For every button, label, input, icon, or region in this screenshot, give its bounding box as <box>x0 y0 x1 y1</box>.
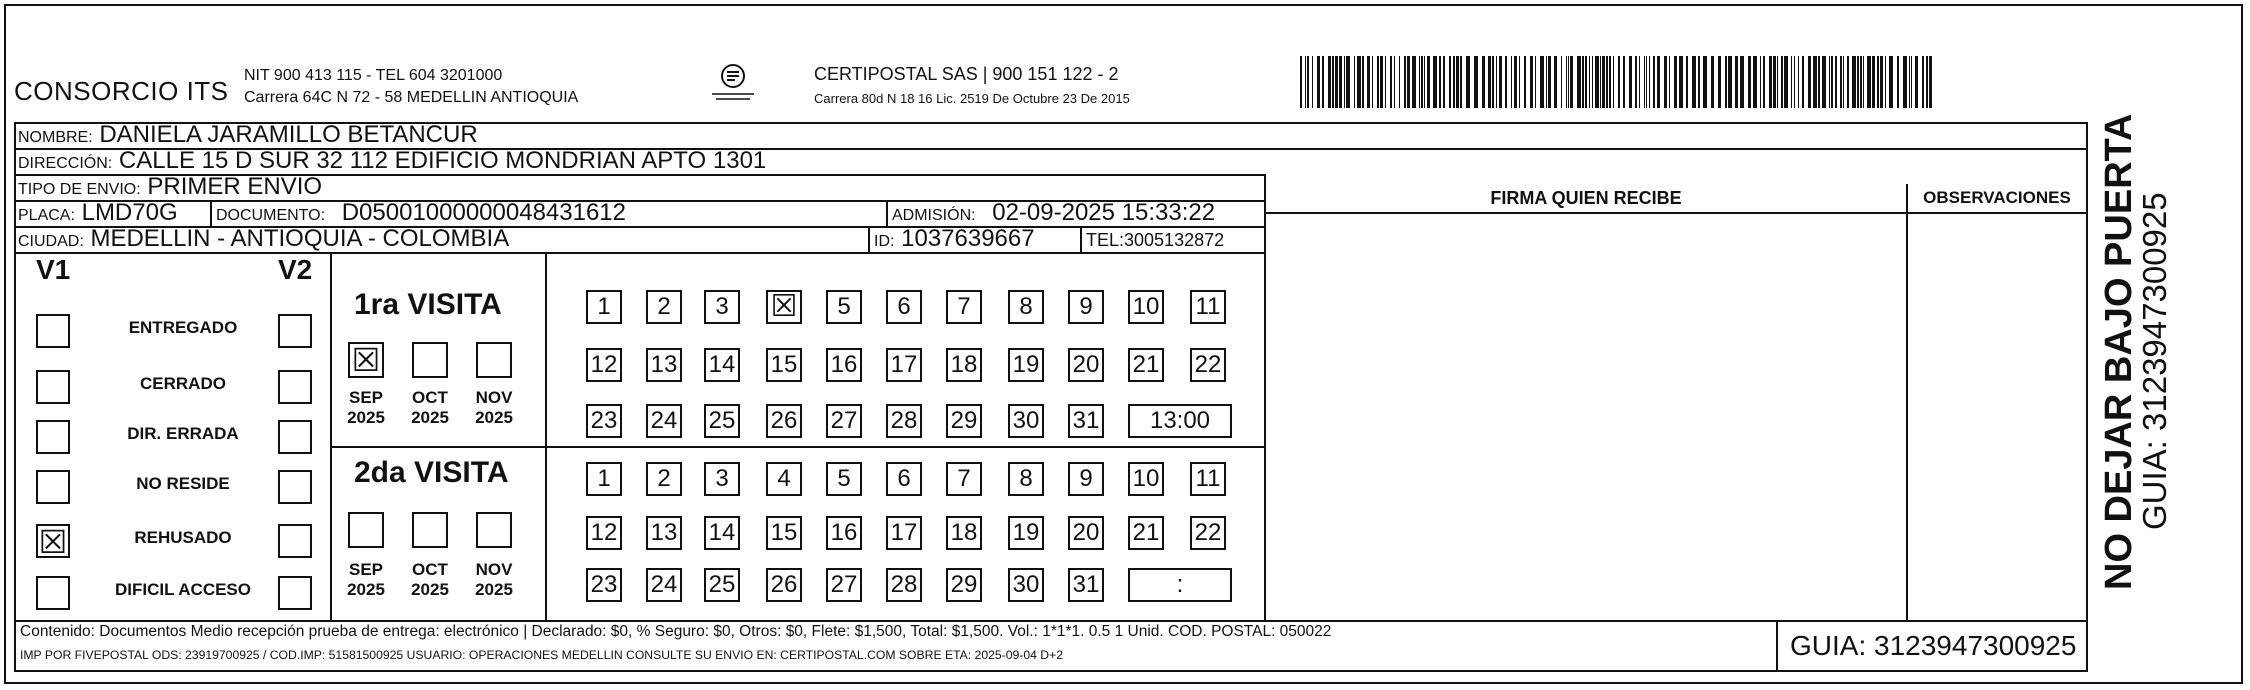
barcode-bar <box>1763 56 1765 108</box>
barcode-bar <box>1903 56 1907 108</box>
ciudad-value: MEDELLIN - ANTIOQUIA - COLOMBIA <box>90 226 510 252</box>
barcode-bar <box>1390 56 1392 108</box>
month-divider <box>545 252 547 622</box>
barcode-bar <box>1657 56 1660 108</box>
barcode-bar <box>1609 56 1611 108</box>
barcode-bar <box>1460 56 1462 108</box>
barcode-bar <box>1535 56 1536 108</box>
nombre-value: DANIELA JARAMILLO BETANCUR <box>99 122 478 148</box>
barcode-bar <box>1354 56 1355 108</box>
visit1-day-box[interactable]: ☒ <box>766 290 802 324</box>
v2-checkbox[interactable] <box>278 370 312 404</box>
documento-value: D05001000000048431612 <box>341 200 627 226</box>
barcode-bar <box>1511 56 1512 108</box>
barcode-bar <box>1686 56 1688 108</box>
barcode-bar <box>1857 56 1859 108</box>
barcode-bar <box>1582 56 1584 108</box>
footer-divider <box>1776 620 1778 672</box>
tipo-row <box>14 174 1266 200</box>
grid-left-rule <box>14 252 16 622</box>
tel-cell <box>1080 228 1224 252</box>
barcode-bar <box>1889 56 1893 108</box>
barcode-bar <box>1380 56 1383 108</box>
visit1-day-box[interactable]: 2 <box>646 290 682 324</box>
visit2-day-box[interactable]: 4 <box>766 462 802 496</box>
grid-top-rule <box>14 252 1266 254</box>
visit2-day-box[interactable]: 16 <box>826 516 862 550</box>
check-mark-icon: ☒ <box>38 523 68 561</box>
status-label: DIFICIL ACCESO <box>114 580 251 599</box>
barcode-bar <box>1466 56 1470 108</box>
documento-cell <box>210 202 626 226</box>
barcode-bar <box>1570 56 1573 108</box>
visit1-day-box[interactable]: 26 <box>766 404 802 438</box>
visit1-day-box[interactable]: 29 <box>946 404 982 438</box>
barcode-bar <box>1492 56 1494 108</box>
visit2-year-label: 2025 <box>411 580 449 599</box>
visit1-month-label: SEP <box>348 388 384 407</box>
tipo-label: TIPO DE ENVIO: <box>18 181 141 198</box>
v2-label: V2 <box>278 254 313 285</box>
barcode-bar <box>1561 56 1562 108</box>
check-mark-icon: ☒ <box>351 341 381 379</box>
v2-checkbox[interactable] <box>278 470 312 504</box>
nombre-label: NOMBRE: <box>18 129 93 146</box>
barcode-bar <box>1646 56 1647 108</box>
barcode-bar <box>1802 56 1804 108</box>
visit2-day-box[interactable]: 21 <box>1128 516 1164 550</box>
visit2-day-box[interactable]: 31 <box>1068 568 1104 602</box>
barcode-bar <box>1421 56 1423 108</box>
visit1-day-box[interactable]: 23 <box>586 404 622 438</box>
company-name: CONSORCIO ITS <box>14 76 229 106</box>
barcode-bar <box>1863 56 1864 108</box>
status-label: DIR. ERRADA <box>127 424 239 443</box>
visit1-day-box[interactable]: 5 <box>826 290 862 324</box>
visit2-day-box[interactable]: 10 <box>1128 462 1164 496</box>
footer-guia: GUIA: 3123947300925 <box>1790 630 2077 661</box>
certipostal-logo-icon <box>708 62 758 104</box>
visit2-day-box[interactable]: 25 <box>704 568 740 602</box>
barcode-bar <box>1530 56 1533 108</box>
barcode-bar <box>1613 56 1614 108</box>
barcode-bar <box>1577 56 1581 108</box>
v1-checkbox[interactable] <box>36 370 70 404</box>
id-value: 1037639667 <box>901 226 1035 252</box>
barcode-bar <box>1740 56 1744 108</box>
barcode-icon <box>1300 56 1932 108</box>
barcode-bar <box>1335 56 1338 108</box>
barcode-bar <box>1357 56 1361 108</box>
visit2-year-label: 2025 <box>475 580 513 599</box>
barcode-bar <box>1703 56 1707 108</box>
barcode-bar <box>1808 56 1811 108</box>
visit2-month-checkbox[interactable] <box>412 512 448 548</box>
barcode-bar <box>1644 56 1645 108</box>
barcode-bar <box>1439 56 1441 108</box>
barcode-bar <box>1449 56 1451 108</box>
barcode-bar <box>1728 56 1732 108</box>
visit1-day-box[interactable]: 14 <box>704 348 740 382</box>
visit1-day-box[interactable]: 11 <box>1190 290 1226 324</box>
barcode-bar <box>1748 56 1751 108</box>
barcode-bar <box>1548 56 1551 108</box>
barcode-bar <box>1880 56 1883 108</box>
visit2-day-box[interactable]: 19 <box>1008 516 1044 550</box>
tipo-value: PRIMER ENVIO <box>147 174 323 200</box>
visit1-day-box[interactable]: 30 <box>1008 404 1044 438</box>
barcode-bar <box>1679 56 1683 108</box>
visit2-month-checkbox[interactable] <box>476 512 512 548</box>
barcode-bar <box>1300 56 1302 108</box>
visit1-month-checkbox[interactable] <box>476 342 512 378</box>
license-line: Carrera 80d N 18 16 Lic. 2519 De Octubre 23 De 2015 <box>814 91 1130 106</box>
barcode-bar <box>1813 56 1817 108</box>
ciudad-row <box>14 226 1266 252</box>
visit2-title: 2da VISITA <box>354 456 509 489</box>
barcode-bar <box>1419 56 1420 108</box>
visit1-day-box[interactable]: 13 <box>646 348 682 382</box>
visit1-day-box[interactable]: 21 <box>1128 348 1164 382</box>
barcode-bar <box>1346 56 1350 108</box>
barcode-bar <box>1843 56 1844 108</box>
barcode-bar <box>1362 56 1364 108</box>
barcode-bar <box>1307 56 1309 108</box>
visit1-day-box[interactable]: 24 <box>646 404 682 438</box>
visit1-day-box[interactable]: 22 <box>1190 348 1226 382</box>
barcode-bar <box>1496 56 1497 108</box>
visit1-year-label: 2025 <box>475 408 513 427</box>
visit2-day-box[interactable]: 26 <box>766 568 802 602</box>
visit2-day-box[interactable]: 11 <box>1190 462 1226 496</box>
v2-checkbox[interactable] <box>278 314 312 348</box>
barcode-bar <box>1433 56 1437 108</box>
v1-checkbox[interactable] <box>36 470 70 504</box>
barcode-bar <box>1600 56 1601 108</box>
barcode-bar <box>1595 56 1599 108</box>
v1-checkbox[interactable] <box>36 420 70 454</box>
v1-checkbox[interactable] <box>36 523 70 561</box>
barcode-bar <box>1488 56 1491 108</box>
barcode-bar <box>1781 56 1783 108</box>
visit2-day-box[interactable]: 2 <box>646 462 682 496</box>
v1-checkbox[interactable] <box>36 576 70 610</box>
visit1-day-box[interactable]: 8 <box>1008 290 1044 324</box>
tel-label: TEL: <box>1086 230 1125 250</box>
visit2-day-box[interactable]: 13 <box>646 516 682 550</box>
visit2-day-box[interactable]: 17 <box>886 516 922 550</box>
certipostal-line: CERTIPOSTAL SAS | 900 151 122 - 2 <box>814 64 1119 84</box>
barcode-bar <box>1328 56 1331 108</box>
visit2-day-box[interactable]: 27 <box>826 568 862 602</box>
barcode-bar <box>1332 56 1334 108</box>
visit1-day-box[interactable]: 9 <box>1068 290 1104 324</box>
visit1-month-label: OCT <box>412 388 448 407</box>
barcode-bar <box>1692 56 1696 108</box>
barcode-bar <box>1829 56 1830 108</box>
barcode-bar <box>1911 56 1912 108</box>
visit1-day-box[interactable]: 3 <box>704 290 740 324</box>
barcode-bar <box>1407 56 1410 108</box>
visit2-time-box[interactable]: : <box>1128 568 1232 602</box>
visit1-day-box[interactable]: 6 <box>886 290 922 324</box>
barcode-bar <box>1877 56 1879 108</box>
visit2-day-box[interactable]: 30 <box>1008 568 1044 602</box>
barcode-bar <box>1897 56 1899 108</box>
barcode-bar <box>1505 56 1507 108</box>
barcode-bar <box>1602 56 1605 108</box>
signature-divider-right <box>1906 184 1908 622</box>
barcode-bar <box>1674 56 1677 108</box>
barcode-bar <box>1424 56 1425 108</box>
barcode-bar <box>1412 56 1416 108</box>
status-label: ENTREGADO <box>128 318 238 337</box>
direccion-label: DIRECCIÓN: <box>18 155 113 172</box>
visit2-day-box[interactable]: 24 <box>646 568 682 602</box>
visit2-day-box[interactable]: 15 <box>766 516 802 550</box>
placa-label: PLACA: <box>18 207 75 224</box>
barcode-bar <box>1554 56 1557 108</box>
visit2-day-box[interactable]: 6 <box>886 462 922 496</box>
barcode-bar <box>1322 56 1324 108</box>
barcode-bar <box>1606 56 1608 108</box>
visit2-day-box[interactable]: 29 <box>946 568 982 602</box>
barcode-bar <box>1885 56 1886 108</box>
visit1-month-checkbox[interactable] <box>348 342 384 378</box>
barcode-bar <box>1711 56 1714 108</box>
visit2-day-box[interactable]: 3 <box>704 462 740 496</box>
barcode-bar <box>1773 56 1776 108</box>
visit2-month-label: NOV <box>475 560 513 579</box>
visit1-day-box[interactable]: 12 <box>586 348 622 382</box>
visit2-day-box[interactable]: 14 <box>704 516 740 550</box>
visit1-day-box[interactable]: 1 <box>586 290 622 324</box>
direccion-value: CALLE 15 D SUR 32 112 EDIFICIO MONDRIAN APTO 1301 <box>118 148 767 174</box>
signature-divider-edge <box>2086 148 2088 622</box>
side-guia: GUIA: 3123947300925 <box>2136 192 2173 530</box>
barcode-bar <box>1926 56 1928 108</box>
visit1-day-box[interactable]: 18 <box>946 348 982 382</box>
barcode-bar <box>1456 56 1459 108</box>
barcode-bar <box>1566 56 1567 108</box>
barcode-bar <box>1860 56 1862 108</box>
visit1-day-box[interactable]: 25 <box>704 404 740 438</box>
barcode-bar <box>1629 56 1632 108</box>
barcode-bar <box>1399 56 1400 108</box>
barcode-bar <box>1831 56 1833 108</box>
signature-header-rule <box>1264 212 2088 214</box>
barcode-bar <box>1592 56 1593 108</box>
barcode-bar <box>1585 56 1587 108</box>
barcode-bar <box>1852 56 1856 108</box>
barcode-bar <box>1519 56 1520 108</box>
imp-line: IMP POR FIVEPOSTAL ODS: 23919700925 / COD.IMP: 51581500925 USUARIO: OPERACIONES MEDELLIN CONSULTE SU ENVIO EN: CERTIPOSTAL.COM SOBRE ETA: 2025-09-04 D+2 <box>20 648 1063 662</box>
visit2-day-box[interactable]: 1 <box>586 462 622 496</box>
visit2-month-label: OCT <box>412 560 448 579</box>
barcode-bar <box>1385 56 1386 108</box>
visit1-year-label: 2025 <box>347 408 385 427</box>
visit1-day-box[interactable]: 19 <box>1008 348 1044 382</box>
barcode-bar <box>1305 56 1306 108</box>
status-label: CERRADO <box>140 374 226 393</box>
barcode-bar <box>1794 56 1795 108</box>
visit1-day-box[interactable]: 15 <box>766 348 802 382</box>
barcode-bar <box>1929 56 1932 108</box>
v2-checkbox[interactable] <box>278 420 312 454</box>
nit-line: NIT 900 413 115 - TEL 604 3201000 <box>244 67 503 84</box>
barcode-bar <box>1344 56 1345 108</box>
barcode-bar <box>1377 56 1379 108</box>
visit2-day-box[interactable]: 20 <box>1068 516 1104 550</box>
barcode-bar <box>1922 56 1924 108</box>
admision-cell <box>886 202 1215 226</box>
barcode-bar <box>1649 56 1650 108</box>
documento-label: DOCUMENTO: <box>216 207 326 224</box>
visit1-year-label: 2025 <box>411 408 449 427</box>
barcode-bar <box>1653 56 1655 108</box>
visit2-day-box[interactable]: 23 <box>586 568 622 602</box>
direccion-row <box>14 148 2088 174</box>
barcode-bar <box>1735 56 1738 108</box>
barcode-bar <box>1818 56 1820 108</box>
observaciones-label: OBSERVACIONES <box>1923 188 2071 207</box>
visit2-day-box[interactable]: 9 <box>1068 462 1104 496</box>
barcode-bar <box>1872 56 1875 108</box>
placa-row <box>14 200 1266 226</box>
visit1-day-box[interactable]: 17 <box>886 348 922 382</box>
barcode-bar <box>1915 56 1918 108</box>
v2-checkbox[interactable] <box>278 524 312 558</box>
barcode-bar <box>1514 56 1517 108</box>
barcode-bar <box>1394 56 1395 108</box>
barcode-bar <box>1317 56 1320 108</box>
barcode-bar <box>1867 56 1871 108</box>
status-divider <box>330 252 332 622</box>
visit1-day-box[interactable]: 31 <box>1068 404 1104 438</box>
company-address: Carrera 64C N 72 - 58 MEDELLIN ANTIOQUIA <box>244 89 579 106</box>
barcode-bar <box>1791 56 1792 108</box>
barcode-bar <box>1482 56 1485 108</box>
barcode-bar <box>1909 56 1910 108</box>
barcode-bar <box>1635 56 1637 108</box>
tel-value: 3005132872 <box>1124 230 1225 250</box>
barcode-bar <box>1372 56 1373 108</box>
barcode-bar <box>1784 56 1788 108</box>
visit-divider <box>330 446 1266 448</box>
barcode-bar <box>1524 56 1526 108</box>
barcode-bar <box>1443 56 1445 108</box>
visit2-day-box[interactable]: 18 <box>946 516 982 550</box>
barcode-bar <box>1835 56 1837 108</box>
no-dejar-bajo-puerta: NO DEJAR BAJO PUERTA <box>2098 113 2140 590</box>
v1-label: V1 <box>36 254 71 285</box>
barcode-bar <box>1546 56 1547 108</box>
barcode-bar <box>1568 56 1569 108</box>
visit2-month-checkbox[interactable] <box>348 512 384 548</box>
visit2-day-box[interactable]: 5 <box>826 462 862 496</box>
barcode-bar <box>1847 56 1849 108</box>
visit1-title: 1ra VISITA <box>354 288 502 321</box>
visit2-year-label: 2025 <box>347 580 385 599</box>
barcode-bar <box>1367 56 1370 108</box>
visit2-day-box[interactable]: 22 <box>1190 516 1226 550</box>
visit1-day-box[interactable]: 28 <box>886 404 922 438</box>
visit2-day-box[interactable]: 8 <box>1008 462 1044 496</box>
barcode-bar <box>1718 56 1721 108</box>
barcode-bar <box>1725 56 1727 108</box>
barcode-bar <box>1822 56 1826 108</box>
barcode-bar <box>1339 56 1342 108</box>
barcode-bar <box>1474 56 1478 108</box>
barcode-bar <box>1623 56 1625 108</box>
v1-checkbox[interactable] <box>36 314 70 348</box>
barcode-bar <box>1798 56 1799 108</box>
barcode-bar <box>1499 56 1502 108</box>
barcode-bar <box>1589 56 1590 108</box>
barcode-bar <box>1753 56 1757 108</box>
admision-label: ADMISIÓN: <box>892 207 976 224</box>
visit2-day-box[interactable]: 28 <box>886 568 922 602</box>
barcode-bar <box>1664 56 1667 108</box>
barcode-bar <box>1769 56 1772 108</box>
visit1-day-box[interactable]: 20 <box>1068 348 1104 382</box>
v2-checkbox[interactable] <box>278 576 312 610</box>
visit1-day-box[interactable]: 27 <box>826 404 862 438</box>
contenido-line: Contenido: Documentos Medio recepción prueba de entrega: electrónico | Declarado: $0, % Seguro: $0, Otros: $0, Flete: $1,500, Total: $1,500. Vol.: 1*1*1. 0.5 1 Unid. COD. POSTAL: 050022 <box>20 623 1332 640</box>
visit2-day-box[interactable]: 7 <box>946 462 982 496</box>
barcode-bar <box>1777 56 1778 108</box>
visit2-month-label: SEP <box>348 560 384 579</box>
visit2-day-box[interactable]: 12 <box>586 516 622 550</box>
status-label: REHUSADO <box>134 528 232 547</box>
visit1-day-box[interactable]: 7 <box>946 290 982 324</box>
barcode-bar <box>1639 56 1640 108</box>
visit1-month-checkbox[interactable] <box>412 342 448 378</box>
status-label: NO RESIDE <box>136 474 230 493</box>
ciudad-label: CIUDAD: <box>18 233 84 250</box>
visit1-day-box[interactable]: 10 <box>1128 290 1164 324</box>
barcode-bar <box>1540 56 1544 108</box>
barcode-bar <box>1453 56 1455 108</box>
barcode-bar <box>1760 56 1761 108</box>
barcode-bar <box>1312 56 1313 108</box>
barcode-bar <box>1698 56 1700 108</box>
firma-quien-recibe-label: FIRMA QUIEN RECIBE <box>1490 188 1682 208</box>
barcode-bar <box>1404 56 1406 108</box>
id-label: ID: <box>874 233 895 250</box>
nombre-row <box>14 122 2088 148</box>
id-cell <box>868 228 1035 252</box>
placa-value: LMD70G <box>81 200 178 226</box>
visit1-time-box[interactable]: 13:00 <box>1128 404 1232 438</box>
barcode-bar <box>1840 56 1842 108</box>
barcode-bar <box>1669 56 1670 108</box>
barcode-bar <box>1618 56 1620 108</box>
barcode-bar <box>1427 56 1430 108</box>
visit1-month-label: NOV <box>475 388 513 407</box>
signature-divider-left <box>1264 184 1266 622</box>
admision-value: 02-09-2025 15:33:22 <box>992 200 1216 226</box>
visit1-day-box[interactable]: 16 <box>826 348 862 382</box>
